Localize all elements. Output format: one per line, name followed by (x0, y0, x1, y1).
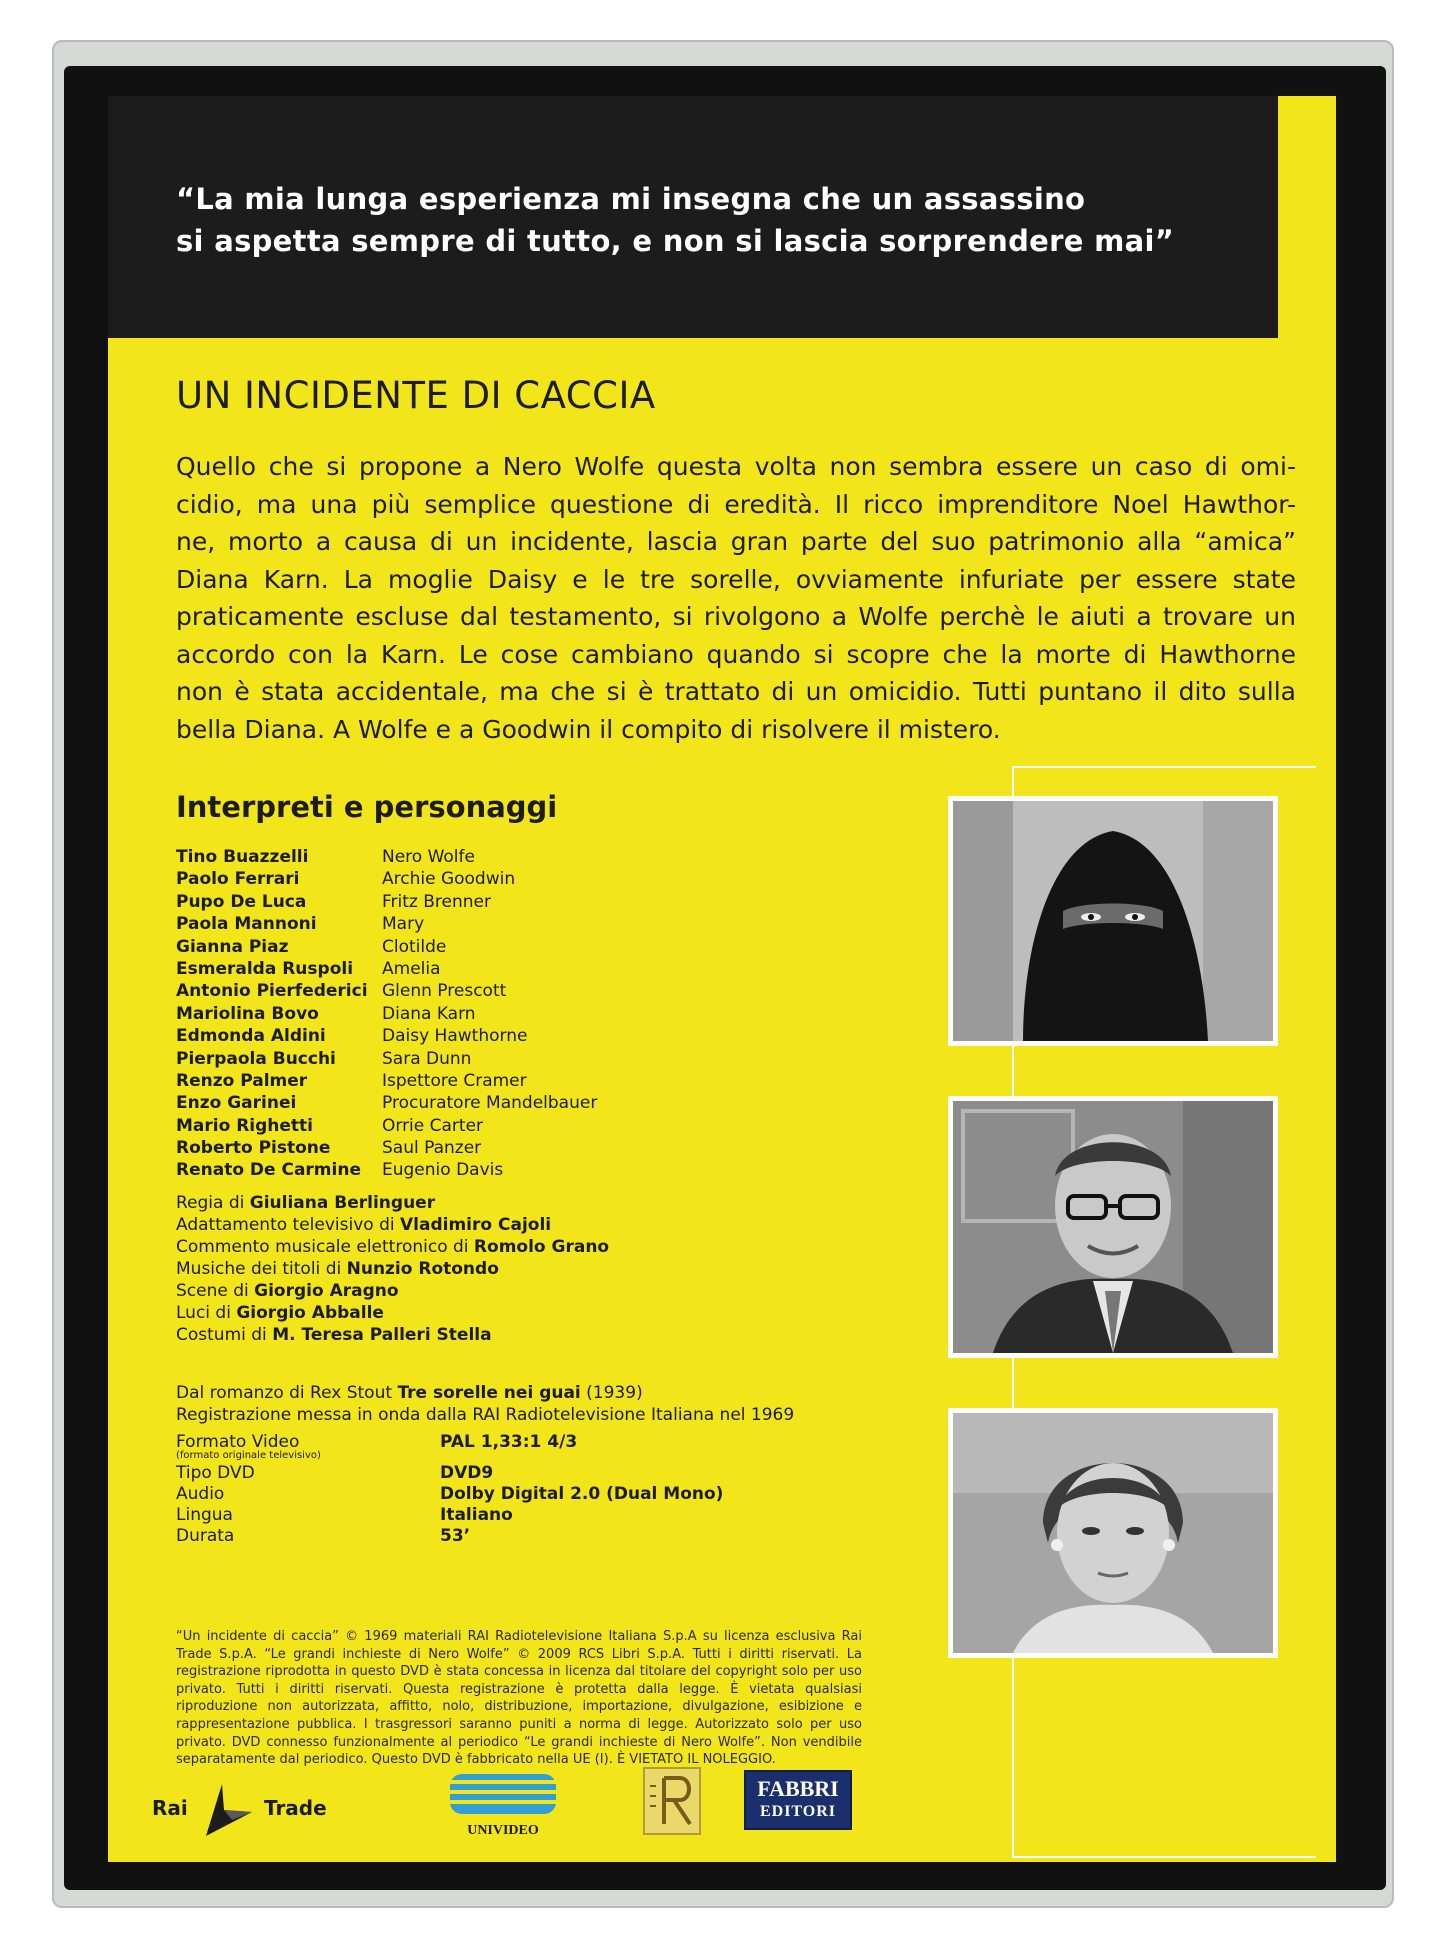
stylized-r-icon (642, 1766, 702, 1836)
spec-row (176, 1526, 876, 1547)
spec-row (176, 1484, 876, 1505)
crew-name: M. Teresa Palleri Stella (272, 1325, 492, 1345)
legal-notice: “Un incidente di caccia” © 1969 materiali RAI Radiotelevisione Italiana S.p.A su licenza esclusiva Rai Trade S.p.A. “Le grandi inchieste di Nero Wolfe” © 2009 RCS Libri S.p.A. Tutti i diritti riservati. La registrazione riprodotta in questo DVD è stata concessa in licenza dal titolare del copyright solo per uso privato. Tutti i diritti riservati. Questa registrazione è protetta dalla legge. È vietata qualsiasi riproduzione non autorizzata, affitto, nolo, distribuzione, importazione, divulgazione, esibizione e rappresentazione pubblica. I trasgressori saranno puniti a norma di legge. Autorizzato solo per uso privato. DVD connesso funzionalmente al periodico “Le grandi inchieste di Nero Wolfe”. Non vendibile separatamente dal periodico. Questo DVD è fabbricato nella UE (I). È VIETATO IL NOLEGGIO. (176, 1629, 862, 1768)
spec-note-text: (formato originale televisivo) (176, 1450, 321, 1461)
spec-label: Lingua (176, 1505, 233, 1525)
crew-role: Luci di (176, 1303, 237, 1323)
rai-trade-mark-icon (196, 1780, 258, 1840)
actor-name: Pierpaola Bucchi (176, 1048, 336, 1069)
character-name: Glenn Prescott (382, 981, 507, 1002)
spec-value: PAL 1,33:1 4/3 (440, 1432, 578, 1452)
spec-value: DVD9 (440, 1463, 494, 1483)
synopsis-line: ne, morto a causa di un incidente, lascia gran parte del suo patrimonio alla “amica” (176, 527, 1296, 556)
character-name: Daisy Hawthorne (382, 1026, 528, 1047)
photo-woman-portrait (948, 1408, 1278, 1658)
actor-name: Tino Buazzelli (176, 847, 309, 867)
crew-role: Commento musicale elettronico di (176, 1237, 474, 1257)
editori-logo-text: EDITORI (759, 1803, 837, 1820)
crew-line (176, 1236, 609, 1258)
quote-text (176, 178, 1236, 262)
synopsis-line: non è stata accidentale, ma che si è trattato di un omicidio. Tutti puntano il dito sulla (176, 677, 1296, 706)
spec-value: Italiano (440, 1505, 513, 1525)
actor-name: Roberto Pistone (176, 1138, 331, 1159)
crew-line (176, 1258, 609, 1280)
quote-line: “La mia lunga esperienza mi insegna che un assassino (176, 182, 1086, 216)
actor-name: Mario Righetti (176, 1115, 313, 1136)
crew-line (176, 1280, 609, 1302)
actor-name: Mariolina Bovo (176, 1003, 319, 1024)
novel-title: Tre sorelle nei guai (397, 1383, 581, 1403)
spec-value: Dolby Digital 2.0 (Dual Mono) (440, 1484, 724, 1504)
actor-name: Pupo De Luca (176, 891, 307, 912)
crew-credits (176, 1192, 609, 1346)
publisher-r-logo (642, 1766, 702, 1836)
character-name: Clotilde (382, 936, 447, 957)
crew-role: Scene di (176, 1281, 255, 1301)
crew-role: Musiche dei titoli di (176, 1259, 347, 1279)
actor-name: Edmonda Aldini (176, 1026, 326, 1047)
dvd-back-cover (108, 96, 1336, 1862)
crew-role: Adattamento televisivo di (176, 1215, 401, 1235)
spec-label: Audio (176, 1484, 225, 1504)
character-name: Mary (382, 914, 425, 935)
spec-row (176, 1463, 876, 1484)
actor-name: Gianna Piaz (176, 936, 289, 957)
actor-name: Paola Mannoni (176, 914, 317, 935)
tech-specs (176, 1432, 876, 1547)
character-name: Procuratore Mandelbauer (382, 1093, 598, 1114)
character-name: Sara Dunn (382, 1048, 472, 1069)
rai-logo-text: Rai (152, 1796, 188, 1820)
character-name: Diana Karn (382, 1003, 476, 1024)
novel-credit (176, 1382, 794, 1404)
film-title: UN INCIDENTE DI CACCIA (176, 374, 656, 417)
quote-line: si aspetta sempre di tutto, e non si lascia sorprendere mai” (176, 224, 1175, 258)
crew-name: Giuliana Berlinguer (249, 1193, 436, 1213)
character-name: Ispettore Cramer (382, 1070, 527, 1091)
cast-heading: Interpreti e personaggi (176, 790, 558, 824)
crew-role: Regia di (176, 1193, 250, 1213)
actor-name: Enzo Garinei (176, 1093, 297, 1114)
photo-veiled-woman (948, 796, 1278, 1046)
character-name: Archie Goodwin (382, 869, 516, 890)
synopsis-line: accordo con la Karn. Le cose cambiano quando si scopre che la morte di Hawthorne (176, 639, 1296, 669)
univideo-logo (448, 1770, 558, 1840)
character-name: Fritz Brenner (382, 891, 491, 912)
spec-label: Durata (176, 1526, 235, 1546)
quote-banner (108, 96, 1278, 338)
character-name: Saul Panzer (382, 1138, 482, 1159)
synopsis-line: praticamente escluse dal testamento, si rivolgono a Wolfe perchè le aiuti a trovare un (176, 602, 1296, 631)
actor-name: Renato De Carmine (176, 1160, 361, 1181)
spec-row (176, 1505, 876, 1526)
fabbri-editori-logo (744, 1770, 852, 1830)
trade-logo-text: Trade (264, 1796, 327, 1820)
actor-name: Renzo Palmer (176, 1070, 308, 1091)
character-name: Amelia (382, 958, 441, 979)
crew-line (176, 1302, 609, 1324)
univideo-stripes-icon (448, 1770, 558, 1818)
character-name: Nero Wolfe (382, 847, 475, 867)
univideo-text: UNIVIDEO (467, 1823, 539, 1838)
crew-line (176, 1214, 609, 1236)
logo-strip (108, 1766, 1336, 1856)
actor-name: Paolo Ferrari (176, 869, 300, 890)
synopsis-line: bella Diana. A Wolfe e a Goodwin il compito di risolvere il mistero. (176, 714, 1001, 744)
spec-value: 53’ (440, 1526, 471, 1546)
crew-name: Giorgio Abballe (236, 1303, 384, 1323)
crew-role: Costumi di (176, 1325, 273, 1345)
synopsis-line: cidio, ma una più semplice questione di eredità. Il ricco imprenditore Noel Hawthor- (176, 489, 1296, 519)
crew-name: Romolo Grano (473, 1237, 610, 1257)
spec-note (176, 1451, 876, 1463)
crew-name: Giorgio Aragno (254, 1281, 399, 1301)
rai-trade-logo (152, 1780, 352, 1832)
synopsis (176, 448, 1296, 748)
synopsis-line: Quello che si propone a Nero Wolfe questa volta non sembra essere un caso di omi- (176, 452, 1296, 481)
crew-name: Nunzio Rotondo (346, 1259, 499, 1279)
character-name: Eugenio Davis (382, 1160, 504, 1181)
source-info (176, 1382, 794, 1426)
novel-year: (1939) (580, 1383, 643, 1403)
photo-man-glasses (948, 1096, 1278, 1358)
crew-line (176, 1324, 609, 1346)
synopsis-line: Diana Karn. La moglie Daisy e le tre sorelle, ovviamente infuriate per essere state (176, 564, 1296, 594)
character-name: Orrie Carter (382, 1115, 484, 1136)
spec-label: Tipo DVD (176, 1463, 255, 1483)
spec-label: Formato Video (176, 1432, 300, 1452)
broadcast-note: Registrazione messa in onda dalla RAI Radiotelevisione Italiana nel 1969 (176, 1405, 795, 1425)
novel-prefix: Dal romanzo di Rex Stout (176, 1383, 398, 1403)
fabbri-logo-text: FABBRI (757, 1776, 839, 1801)
crew-line (176, 1192, 609, 1214)
crew-name: Vladimiro Cajoli (400, 1215, 552, 1235)
actor-name: Esmeralda Ruspoli (176, 958, 354, 979)
actor-name: Antonio Pierfederici (176, 981, 368, 1002)
